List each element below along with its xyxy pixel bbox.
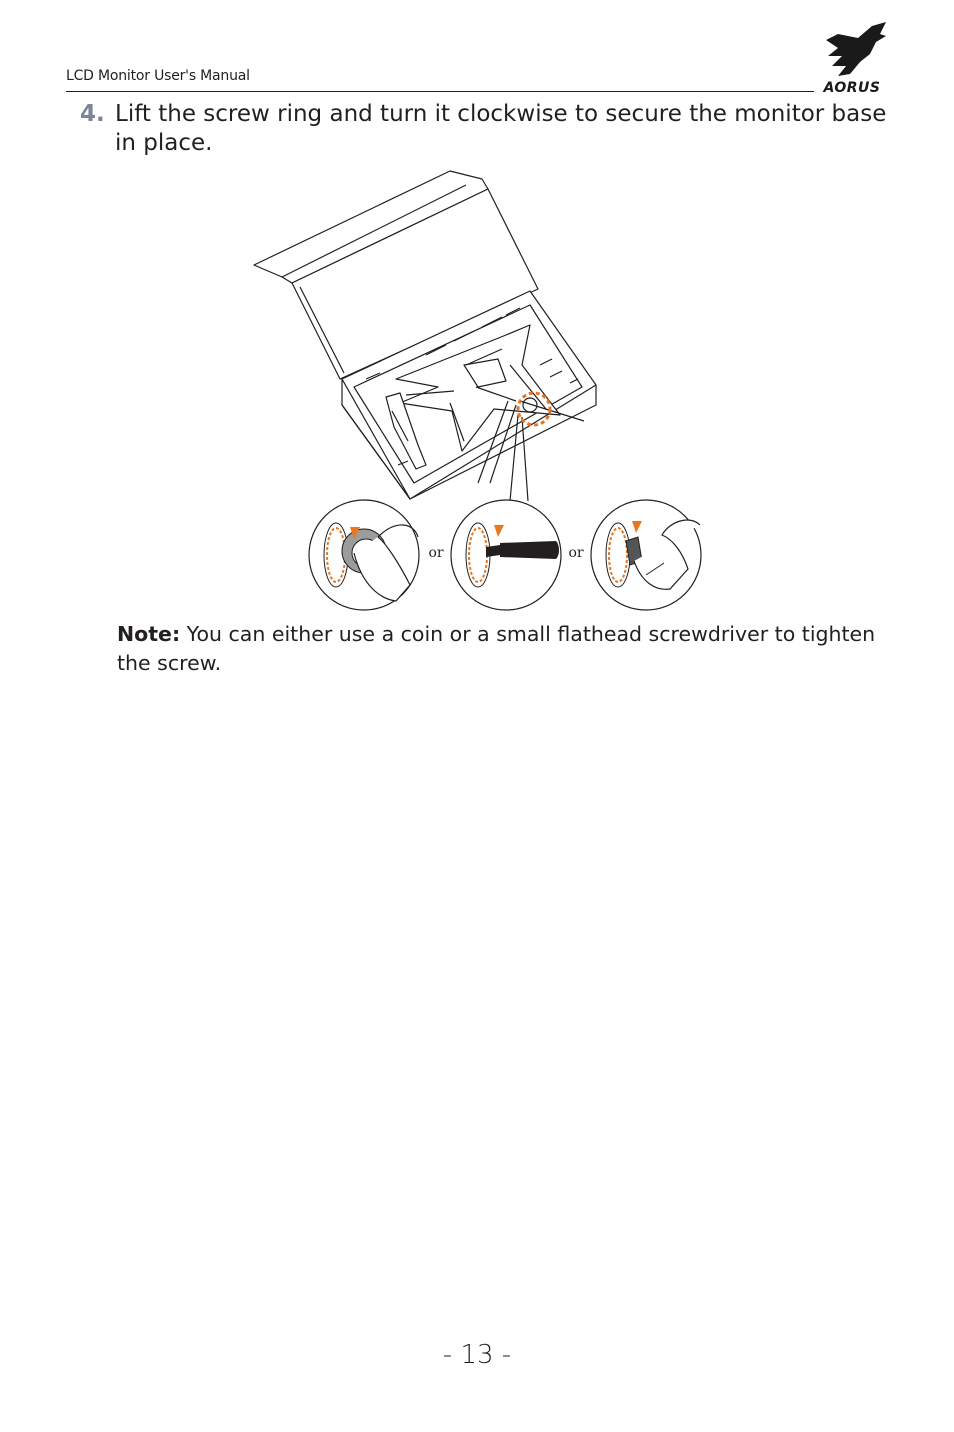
note-text: You can either use a coin or a small flathead screwdriver to tighten the screw. xyxy=(117,622,876,675)
eagle-icon xyxy=(826,22,886,76)
aorus-logo xyxy=(816,18,888,94)
or-label-1: or xyxy=(428,545,444,561)
detail-fingers xyxy=(591,500,701,610)
screwdriver-handle xyxy=(500,541,559,559)
header-divider xyxy=(66,91,814,92)
note-label: Note: xyxy=(117,622,181,646)
screwdriver-shaft xyxy=(486,545,500,557)
step-instruction xyxy=(80,100,890,158)
step-text: Lift the screw ring and turn it clockwise to secure the monitor base in place. xyxy=(115,101,887,156)
detail-screwdriver xyxy=(451,500,561,610)
header-title: LCD Monitor User's Manual xyxy=(66,68,250,84)
or-label-2: or xyxy=(568,545,584,561)
page-number: - 13 - xyxy=(442,1340,512,1370)
step-number: 4. xyxy=(80,101,105,127)
aorus-wordmark: AORUS xyxy=(823,80,881,94)
screw-ring-illustration xyxy=(250,165,710,615)
note-paragraph xyxy=(117,620,897,678)
detail-coin xyxy=(309,500,419,610)
box-illustration xyxy=(254,171,596,501)
